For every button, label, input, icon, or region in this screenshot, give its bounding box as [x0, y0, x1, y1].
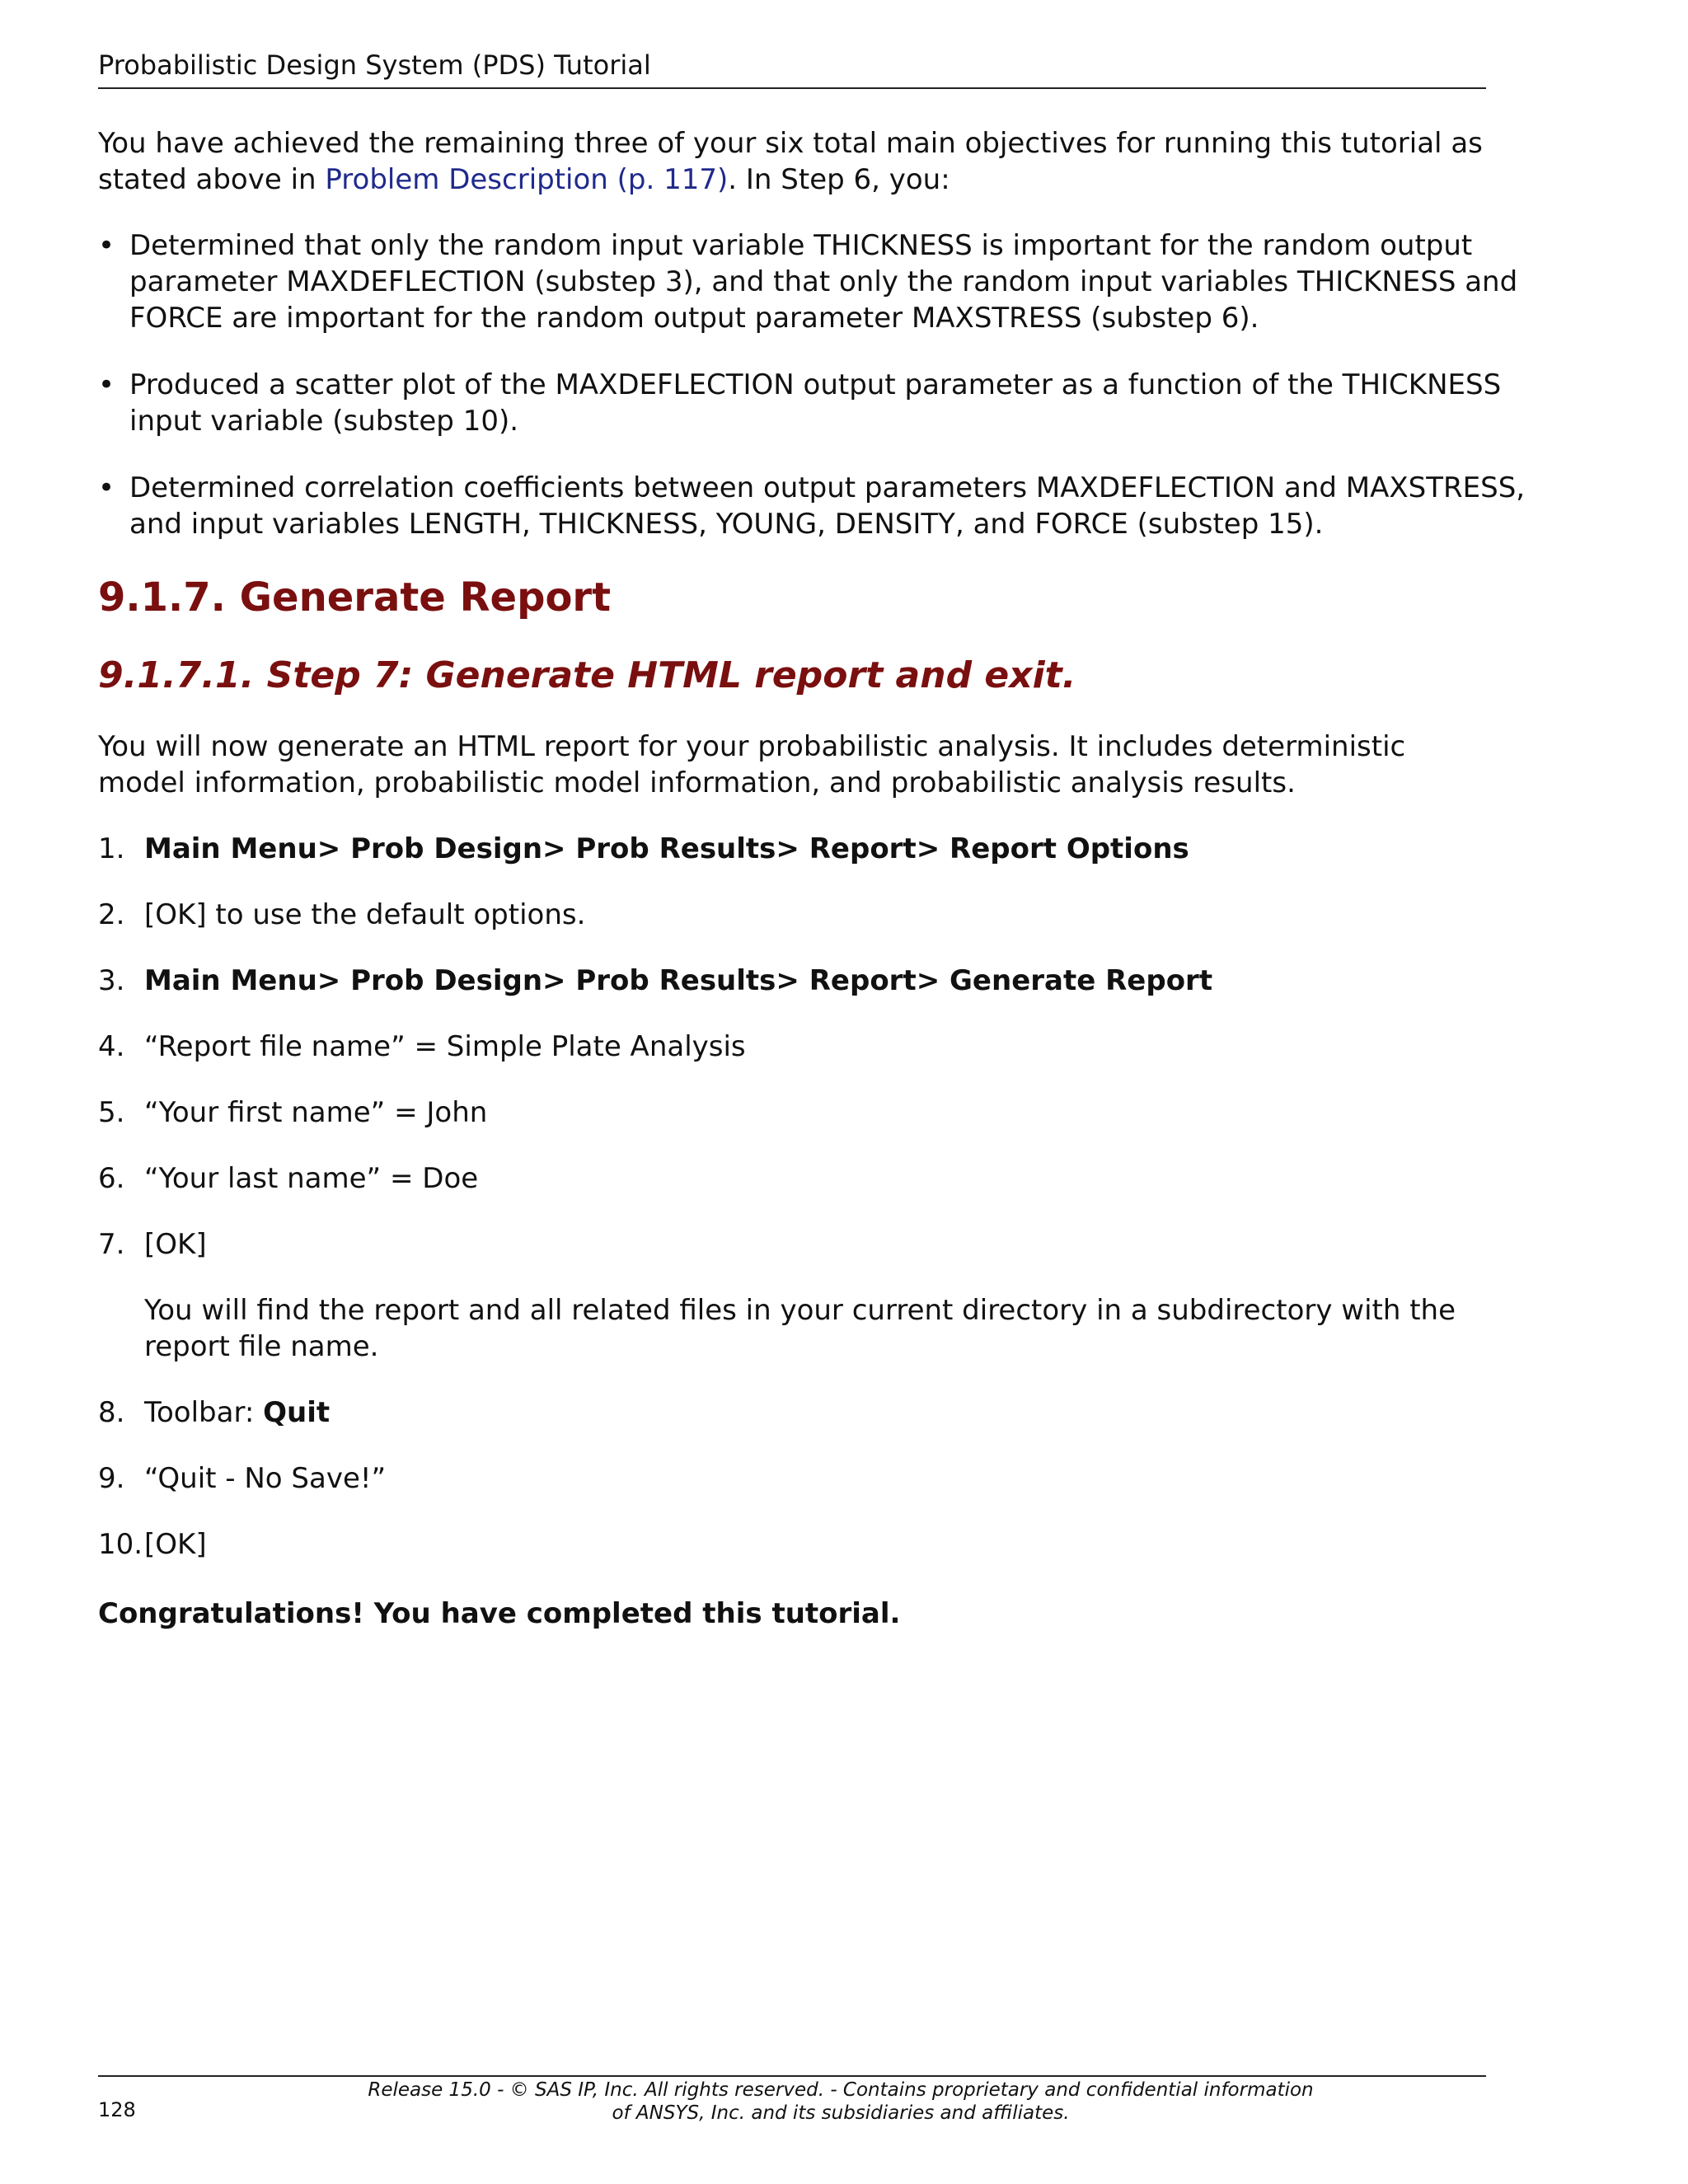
page-header [98, 48, 1486, 89]
list-item-text: Determined correlation coefficients between output parameters MAXDEFLECTION and MAXSTRESS, and input variables LENGTH, THICKNESS, YOUNG, DENSITY, and FORCE (substep 15). [129, 471, 1526, 541]
page-number: 128 [98, 2098, 136, 2121]
section-heading: 9.1.7. Generate Report [98, 574, 612, 621]
step-item-3 [98, 963, 1516, 999]
step-item-10 [98, 1526, 1516, 1563]
list-item [98, 367, 1549, 439]
list-item [98, 227, 1549, 336]
section-intro-paragraph: You will now generate an HTML report for your probabilistic analysis. It includes deterministic model information, probabilistic model information, and probabilistic analysis results. [98, 730, 1406, 799]
step-text: [OK] [144, 1228, 207, 1261]
bullet-icon: • [98, 471, 115, 504]
document-title: Probabilistic Design System (PDS) Tutorial [98, 49, 651, 81]
step-text: “Report file name” = Simple Plate Analysis [144, 1030, 746, 1063]
step-item-8 [98, 1394, 1516, 1431]
intro-paragraph [98, 125, 1499, 198]
quit-command: Quit [263, 1396, 331, 1429]
step-item-9 [98, 1460, 1516, 1497]
step-text: [OK] to use the default options. [144, 898, 586, 931]
step-number: 5. [98, 1096, 125, 1129]
step-item-7 [98, 1226, 1516, 1365]
list-item [98, 470, 1549, 542]
step-number: 4. [98, 1030, 125, 1063]
problem-description-link[interactable]: Problem Description (p. 117) [325, 163, 729, 196]
step-number: 1. [98, 832, 125, 865]
list-item-text: Determined that only the random input variable THICKNESS is important for the random output parameter MAXDEFLECTION (substep 3), and that only the random input variables THICKNESS and FORCE are important for the random output parameter MAXSTRESS (substep 6). [129, 229, 1518, 335]
subsection-heading: 9.1.7.1. Step 7: Generate HTML report and exit. [98, 654, 1076, 696]
objectives-list [98, 227, 1549, 573]
step-item-4 [98, 1029, 1516, 1065]
step-number: 7. [98, 1228, 125, 1261]
bullet-icon: • [98, 229, 115, 262]
step-number: 2. [98, 898, 125, 931]
footer-copyright [363, 2079, 1319, 2125]
step-item-5 [98, 1094, 1516, 1131]
steps-list [98, 831, 1516, 1592]
step-number: 9. [98, 1462, 125, 1495]
step-text: “Your last name” = Doe [144, 1162, 479, 1195]
list-item-text: Produced a scatter plot of the MAXDEFLECTION output parameter as a function of the THICKNESS input variable (substep 10). [129, 368, 1502, 438]
step-note: You will find the report and all related files in your current directory in a subdirectory with the report file name. [144, 1294, 1456, 1363]
step-number: 6. [98, 1162, 125, 1195]
footer-divider [98, 2075, 1486, 2077]
step-text: “Your first name” = John [144, 1096, 488, 1129]
step-number: 8. [98, 1396, 125, 1429]
bullet-icon: • [98, 368, 115, 401]
closing-statement: Congratulations! You have completed this tutorial. [98, 1597, 901, 1630]
step-number: 10. [98, 1528, 143, 1561]
intro-text-after: . In Step 6, you: [728, 163, 950, 196]
step-text: “Quit - No Save!” [144, 1462, 387, 1495]
footer-line-2: of ANSYS, Inc. and its subsidiaries and affiliates. [612, 2102, 1070, 2124]
menu-path: Main Menu> Prob Design> Prob Results> Report> Report Options [144, 832, 1189, 865]
step-text: Toolbar: [144, 1396, 264, 1429]
step-item-1 [98, 831, 1516, 867]
step-item-6 [98, 1160, 1516, 1197]
step-text: [OK] [144, 1528, 207, 1561]
intro-text-before: You have achieved the remaining three of your six total main objectives for running this tutorial as stated above in [98, 127, 1483, 196]
menu-path: Main Menu> Prob Design> Prob Results> Report> Generate Report [144, 964, 1213, 997]
step-item-2 [98, 897, 1516, 933]
step-number: 3. [98, 964, 125, 997]
footer-line-1: Release 15.0 - © SAS IP, Inc. All rights reserved. - Contains proprietary and confidential information [368, 2079, 1314, 2101]
